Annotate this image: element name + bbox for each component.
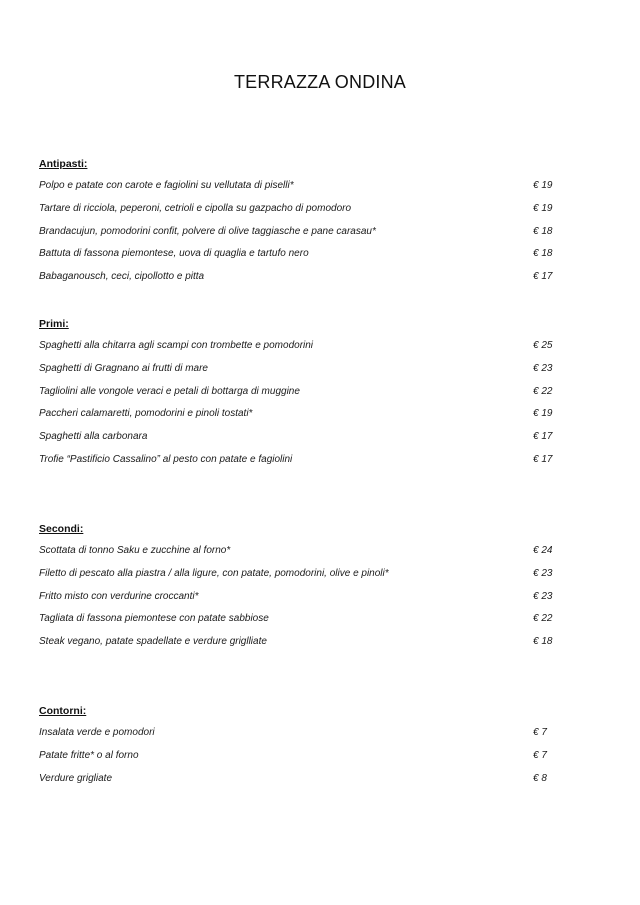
menu-item — [39, 202, 559, 225]
menu-item — [39, 749, 559, 772]
menu-item — [39, 407, 559, 430]
menu-item — [39, 225, 559, 248]
menu-item-price: € 19 — [533, 202, 553, 214]
menu-item-price: € 18 — [533, 636, 553, 648]
menu-item-name: Steak vegano, patate spadellate e verdure griglliate — [39, 636, 267, 648]
menu-item-price: € 17 — [533, 431, 553, 443]
menu-item-price: € 22 — [533, 385, 553, 397]
menu-item-price: € 19 — [533, 408, 553, 420]
section-contorni — [39, 704, 559, 794]
menu-item — [39, 453, 559, 476]
menu-item — [39, 544, 559, 567]
menu-item-name: Battuta di fassona piemontese, uova di quaglia e tartufo nero — [39, 248, 309, 260]
menu-item — [39, 612, 559, 635]
menu-item-price: € 7 — [533, 749, 547, 761]
menu-item-name: Brandacujun, pomodorini confit, polvere di olive taggiasche e pane carasau* — [39, 225, 376, 237]
menu-item-price: € 24 — [533, 545, 553, 556]
menu-item — [39, 567, 559, 590]
menu-item-name: Tartare di ricciola, peperoni, cetrioli e cipolla su gazpacho di pomodoro — [39, 202, 352, 214]
menu-item-price: € 23 — [533, 590, 553, 602]
menu-item-name: Trofie “Pastificio Cassalino” al pesto con patate e fagiolini — [39, 453, 293, 465]
menu-item-price: € 17 — [533, 453, 553, 465]
menu-item — [39, 590, 559, 613]
menu-item-price: € 7 — [533, 727, 547, 738]
menu-item-price: € 18 — [533, 225, 553, 237]
menu-item-name: Scottata di tonno Saku e zucchine al forno* — [39, 545, 231, 556]
menu-item-name: Babaganousch, ceci, cipollotto e pitta — [39, 271, 205, 283]
menu-item-name: Tagliata di fassona piemontese con patate sabbiose — [39, 613, 269, 625]
menu-item-price: € 17 — [533, 271, 553, 283]
menu-item — [39, 635, 559, 658]
section-heading: Secondi: — [39, 523, 84, 535]
menu-item-name: Patate fritte* o al forno — [39, 749, 139, 761]
section-primi — [39, 317, 559, 476]
section-secondi — [39, 522, 559, 658]
section-heading: Antipasti: — [39, 158, 88, 170]
menu-item-price: € 23 — [533, 567, 553, 579]
menu-item-price: € 18 — [533, 248, 553, 260]
menu-item — [39, 179, 559, 202]
menu-item-name: Filetto di pescato alla piastra / alla ligure, con patate, pomodorini, olive e pinoli* — [39, 567, 389, 579]
menu-item — [39, 270, 559, 293]
menu-item — [39, 726, 559, 749]
menu-item — [39, 772, 559, 795]
menu-item — [39, 430, 559, 453]
menu-item — [39, 247, 559, 270]
menu-item-name: Tagliolini alle vongole veraci e petali di bottarga di muggine — [39, 385, 300, 397]
menu-item-name: Paccheri calamaretti, pomodorini e pinoli tostati* — [39, 408, 253, 420]
section-antipasti — [39, 157, 559, 293]
section-heading: Primi: — [39, 318, 69, 330]
menu-item — [39, 339, 559, 362]
menu-item-name: Spaghetti alla chitarra agli scampi con trombette e pomodorini — [39, 340, 314, 351]
menu-item-name: Spaghetti alla carbonara — [39, 431, 148, 443]
menu-item-name: Spaghetti di Gragnano ai frutti di mare — [39, 362, 208, 374]
page-title: TERRAZZA ONDINA — [233, 72, 406, 92]
menu-item-price: € 22 — [533, 613, 553, 625]
menu-item — [39, 385, 559, 408]
menu-item-name: Insalata verde e pomodori — [39, 727, 155, 738]
section-heading: Contorni: — [39, 705, 87, 717]
menu-item-name: Verdure grigliate — [39, 772, 113, 784]
menu-item-price: € 23 — [533, 362, 553, 374]
menu-item-name: Fritto misto con verdurine croccanti* — [39, 590, 199, 602]
menu-item-price: € 8 — [533, 772, 547, 784]
menu-item-name: Polpo e patate con carote e fagiolini su vellutata di piselli* — [39, 180, 294, 191]
menu-item — [39, 362, 559, 385]
menu-item-price: € 19 — [533, 180, 553, 191]
menu-item-price: € 25 — [533, 340, 553, 351]
